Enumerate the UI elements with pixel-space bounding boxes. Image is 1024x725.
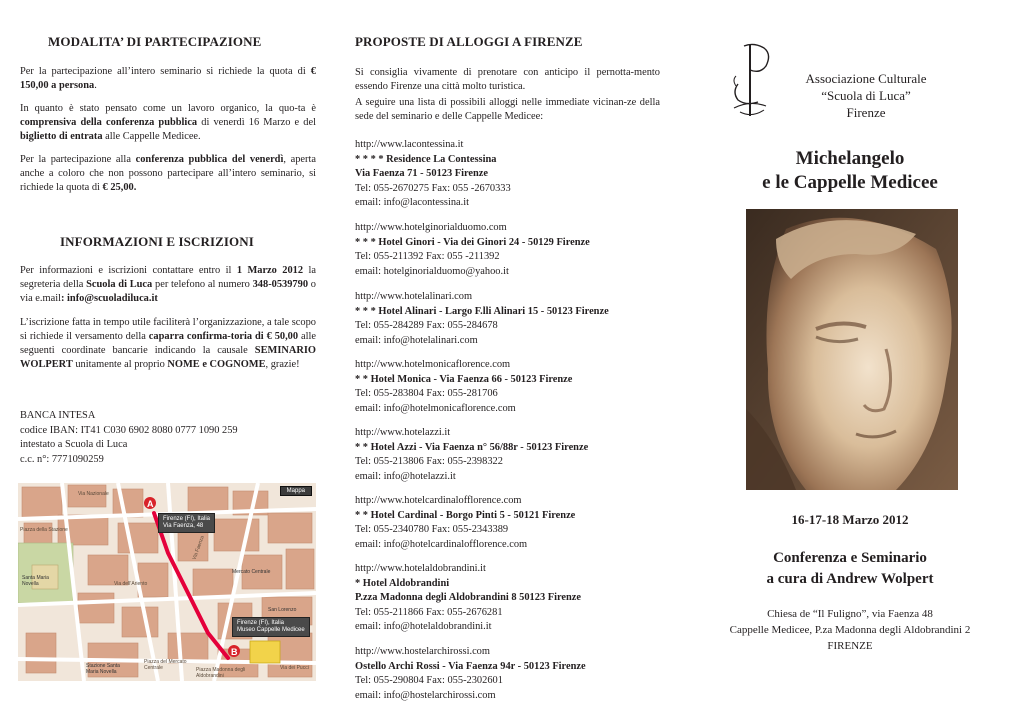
- association-line: Firenze: [846, 105, 886, 120]
- text-bold: 1 Marzo 2012: [236, 265, 304, 276]
- phone-number[interactable]: 348-0539790: [252, 279, 309, 290]
- text-span: .: [94, 80, 97, 91]
- map-label-text: Museo Cappelle Medicee: [237, 627, 305, 633]
- bank-iban: codice IBAN: IT41 C030 6902 8080 0777 1090 259: [20, 424, 238, 436]
- street-label: Via Faenza: [191, 535, 206, 561]
- map-label-text: Firenze (FI), Italia: [163, 516, 211, 522]
- hotel-entry: [355, 221, 660, 279]
- text-span: per telefono al numero: [152, 279, 253, 290]
- cover-title: [700, 147, 1000, 195]
- hotel-name: * * Hotel Cardinal - Borgo Pinti 5 - 50121 Firenze: [355, 509, 576, 521]
- hotel-email[interactable]: email: info@hotelazzi.it: [355, 470, 456, 482]
- street-label: Piazza della Stazione: [20, 527, 68, 533]
- hotel-phone: Tel: 055-213806 Fax: 055-2398322: [355, 456, 503, 468]
- paragraph-conferenza: [20, 153, 316, 195]
- text-span: alle seguenti coordinate bancarie indicando la causale: [20, 331, 316, 356]
- text-span: Per la partecipazione alla: [20, 154, 136, 165]
- hotel-url[interactable]: http://www.hotelaldobrandini.it: [355, 563, 486, 574]
- text-span: o via e.mail: [20, 279, 316, 304]
- title-line: e le Cappelle Medicee: [762, 172, 938, 193]
- hotel-phone: Tel: 055-284289 Fax: 055-284678: [355, 320, 498, 332]
- hotel-url[interactable]: http://www.hostelarchirossi.com: [355, 646, 490, 657]
- text-span: L’iscrizione fatta in tempo utile faciliterà l’organizzazione, a tale scopo si richiede il versamento della: [20, 317, 317, 342]
- street-label: San Lorenzo: [268, 607, 297, 613]
- hotel-url[interactable]: http://www.hotelcardinalofflorence.com: [355, 495, 522, 506]
- street-label: Via dei Pucci: [280, 665, 309, 671]
- hotel-name: * Hotel Aldobrandini: [355, 577, 450, 589]
- hotel-email[interactable]: email: info@hotelalinari.com: [355, 334, 478, 346]
- venue-line: Chiesa de “Il Fuligno”, via Faenza 48: [767, 608, 933, 620]
- scuola-di-luca-logo: [730, 40, 774, 120]
- event-date: 16-17-18 Marzo 2012: [791, 512, 909, 527]
- hotel-entry: [355, 358, 660, 416]
- bank-holder: intestato a Scuola di Luca: [20, 439, 128, 450]
- event-venue: [700, 606, 1000, 654]
- map-label-text: Firenze (FI), Italia: [237, 620, 285, 626]
- street-label: Stazione Santa Maria Novella: [86, 663, 120, 675]
- map-marker-b[interactable]: [228, 645, 240, 657]
- hotel-email[interactable]: email: info@hotelcardinalofflorence.com: [355, 538, 528, 550]
- hotel-email[interactable]: email: info@hotelaldobrandini.it: [355, 621, 492, 633]
- text-span: Per la partecipazione all’intero seminario si richiede la quota di: [20, 66, 311, 77]
- hotel-entry: [355, 426, 660, 484]
- title-line: Michelangelo: [795, 148, 905, 169]
- hotel-phone: Tel: 055-211392 Fax: 055 -211392: [355, 251, 500, 263]
- map-label-text: Via Faenza, 48: [163, 523, 204, 529]
- text-span: di venerdì 16 Marzo e del: [197, 117, 316, 128]
- hotel-email[interactable]: email: hotelginorialduomo@yahoo.it: [355, 265, 509, 277]
- street-label: Piazza del Mercato Centrale: [144, 659, 187, 671]
- text-span: , aperta anche a coloro che non possono partecipare all’intero seminario, si richiede la quota di: [20, 154, 317, 193]
- hotel-name: * * * Hotel Ginori - Via dei Ginori 24 - 50129 Firenze: [355, 236, 590, 248]
- association-name: [776, 70, 956, 121]
- hotel-name: Ostello Archi Rossi - Via Faenza 94r - 50123 Firenze: [355, 660, 586, 672]
- hotel-url[interactable]: http://www.hotelazzi.it: [355, 427, 451, 438]
- hotel-name: * * * Hotel Alinari - Largo F.lli Alinari 15 - 50123 Firenze: [355, 305, 609, 317]
- map-highlight: [250, 641, 280, 663]
- hotel-entry: [355, 138, 660, 211]
- hotel-email[interactable]: email: info@hostelarchirossi.com: [355, 689, 496, 701]
- hotel-phone: Tel: 055-2670275 Fax: 055 -2670333: [355, 182, 511, 194]
- hotel-address: Via Faenza 71 - 50123 Firenze: [355, 168, 489, 180]
- bank-account: c.c. n°: 7771090259: [20, 453, 104, 465]
- paragraph-organico: [20, 102, 316, 144]
- text-bold: NOME e COGNOME: [167, 359, 266, 370]
- map-label-a: [158, 513, 215, 533]
- street-label: Santa Maria Novella: [22, 575, 49, 587]
- hotel-name: * * Hotel Azzi - Via Faenza n° 56/88r - 50123 Firenze: [355, 441, 589, 453]
- hotel-phone: Tel: 055-2340780 Fax: 055-2343389: [355, 524, 509, 536]
- alloggi-intro-1: Si consiglia vivamente di prenotare con anticipo il pernotta-mento essendo Firenze una città molto turistica.: [355, 67, 660, 92]
- street-label: Piazza Madonna degli Aldobrandini: [196, 667, 246, 679]
- hotel-email[interactable]: email: info@lacontessina.it: [355, 197, 470, 209]
- text-span: la segreteria della: [20, 265, 316, 290]
- heading-alloggi: PROPOSTE DI ALLOGGI A FIRENZE: [355, 34, 583, 49]
- text-bold: comprensiva della conferenza pubblica: [20, 117, 198, 128]
- association-line: “Scuola di Luca”: [821, 88, 911, 103]
- hotel-name: * * * * Residence La Contessina: [355, 153, 497, 165]
- alloggi-intro-2: A seguire una lista di possibili alloggi nelle immediate vicinan-ze della sede del seminario e delle Cappelle Medicee:: [355, 97, 660, 122]
- text-span: unitamente al proprio: [72, 359, 168, 370]
- text-bold: SEMINARIO WOLPERT: [20, 345, 316, 370]
- street-label: Via Nazionale: [78, 491, 109, 497]
- hotel-name: * * Hotel Monica - Via Faenza 66 - 50123 Firenze: [355, 373, 573, 385]
- hotel-phone: Tel: 055-283804 Fax: 055-281706: [355, 388, 498, 400]
- event-subtitle: [700, 548, 1000, 590]
- subtitle-line: a cura di Andrew Wolpert: [766, 571, 934, 587]
- venue-line: Cappelle Medicee, P.za Madonna degli Aldobrandini 2: [729, 624, 971, 636]
- bank-name: BANCA INTESA: [20, 410, 96, 421]
- text-bold: biglietto di entrata: [20, 131, 103, 142]
- hotel-url[interactable]: http://www.hotelalinari.com: [355, 291, 473, 302]
- street-label: Mercato Centrale: [232, 569, 271, 575]
- hotel-address: P.zza Madonna degli Aldobrandini 8 50123 Firenze: [355, 592, 582, 604]
- email-link[interactable]: : info@scuoladiluca.it: [60, 293, 158, 304]
- hotel-phone: Tel: 055-290804 Fax: 055-2302601: [355, 675, 503, 687]
- text-span: Per informazioni e iscrizioni contattare entro il: [20, 265, 237, 276]
- statue-graphic: [746, 209, 958, 490]
- hotel-email[interactable]: email: info@hotelmonicaflorence.com: [355, 402, 516, 414]
- svg-text:B: B: [231, 647, 238, 657]
- hotel-url[interactable]: http://www.hotelmonicaflorence.com: [355, 359, 511, 370]
- location-map[interactable]: [18, 483, 316, 681]
- text-span: alle Cappelle Medicee.: [102, 131, 201, 142]
- text-span: , grazie!: [265, 359, 300, 370]
- map-marker-a[interactable]: [144, 497, 156, 509]
- hotel-entry: [355, 645, 660, 703]
- hotel-entry: [355, 494, 660, 552]
- hotel-phone: Tel: 055-211866 Fax: 055-2676281: [355, 606, 503, 618]
- association-line: Associazione Culturale: [805, 71, 927, 86]
- map-label-b: [232, 617, 310, 637]
- subtitle-line: Conferenza e Seminario: [773, 550, 927, 566]
- hotel-url[interactable]: http://www.lacontessina.it: [355, 139, 464, 150]
- map-mode-button[interactable]: Mappa: [280, 486, 312, 496]
- heading-informazioni: INFORMAZIONI E ISCRIZIONI: [60, 234, 254, 249]
- michelangelo-statue-image: [746, 209, 958, 490]
- paragraph-contatti: [20, 264, 316, 306]
- street-label: Via dell’Ariento: [114, 581, 148, 587]
- svg-text:A: A: [147, 499, 154, 509]
- hotel-url[interactable]: http://www.hotelginorialduomo.com: [355, 222, 507, 233]
- bank-details: [20, 409, 238, 467]
- price-conference: € 25,00.: [102, 182, 137, 193]
- text-bold: caparra confirma-toria di € 50,00: [148, 331, 299, 342]
- price-full: € 150,00 a persona: [20, 66, 316, 91]
- paragraph-iscrizione: [20, 316, 316, 372]
- text-span: In quanto è stato pensato come un lavoro organico, la quo-ta è: [20, 103, 316, 114]
- hotel-entry: [355, 290, 660, 348]
- hotel-entry: [355, 562, 660, 635]
- text-bold: Scuola di Luca: [86, 279, 153, 290]
- paragraph-quota: [20, 65, 316, 93]
- venue-line: FIRENZE: [827, 640, 873, 652]
- text-bold: conferenza pubblica del venerdì: [135, 154, 284, 165]
- heading-modalita: MODALITA’ DI PARTECIPAZIONE: [48, 34, 262, 49]
